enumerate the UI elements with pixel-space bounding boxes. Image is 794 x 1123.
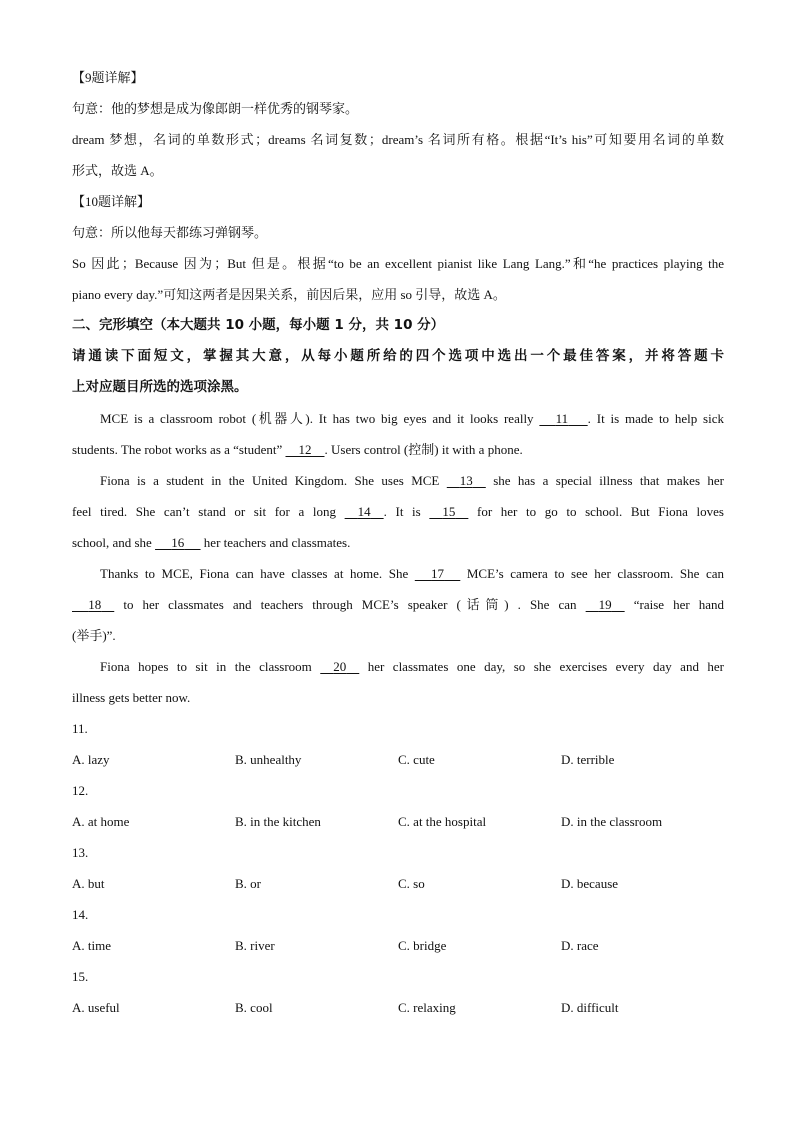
passage-text: MCE is a classroom robot (机器人). It has two big eyes and it looks really — [100, 411, 534, 426]
passage-p3-line1 — [72, 558, 724, 589]
passage-text: MCE’s camera to see her classroom. She can — [466, 566, 724, 581]
section-instruction-2: 上对应题目所选的选项涂黑。 — [72, 379, 248, 395]
question-number: 15. — [72, 969, 89, 984]
passage-p1-line1 — [72, 403, 724, 434]
explain10-line1: So 因此；Because 因为；But 但是。根据“to be an excellent pianist like Lang Lang.”和“he practices playing the — [72, 256, 724, 271]
option-d: D. difficult — [561, 1000, 619, 1015]
passage-p2-line2 — [72, 496, 724, 527]
question-13 — [72, 837, 724, 899]
explain9-header: 【9题详解】 — [72, 70, 144, 85]
option-c: C. at the hospital — [398, 814, 487, 829]
passage-p4-line1 — [72, 651, 724, 682]
option-row — [72, 744, 724, 775]
option-row — [72, 868, 724, 899]
question-15 — [72, 961, 724, 1023]
explain9-meaning: 句意：他的梦想是成为像郎朗一样优秀的钢琴家。 — [72, 101, 359, 116]
question-11 — [72, 713, 724, 775]
blank-13: 13 — [459, 473, 473, 488]
option-a: A. lazy — [72, 752, 110, 767]
passage-text: she has a special illness that makes her — [493, 473, 724, 488]
question-number: 13. — [72, 845, 89, 860]
option-a: A. time — [72, 938, 111, 953]
blank-17: 17 — [431, 566, 445, 581]
blank-16: 16 — [171, 535, 185, 550]
passage-p3-line2 — [72, 589, 724, 620]
explain9-line1: dream 梦想，名词的单数形式；dreams 名词复数；dream’s 名词所有格。根据“It’s his”可知要用名词的单数 — [72, 132, 724, 147]
explain9-line2: 形式，故选 A。 — [72, 163, 163, 178]
option-d: D. terrible — [561, 752, 615, 767]
explain10-meaning: 句意：所以他每天都练习弹钢琴。 — [72, 225, 268, 240]
option-d: D. in the classroom — [561, 814, 663, 829]
passage-text: . Users control (控制) it with a phone. — [324, 442, 523, 457]
passage-text: for her to go to school. But Fiona loves — [476, 504, 724, 519]
option-c: C. bridge — [398, 938, 447, 953]
blank-15: 15 — [442, 504, 456, 519]
passage-p2-line3 — [72, 527, 724, 558]
option-b: B. river — [235, 938, 275, 953]
passage-p1-line2 — [72, 434, 724, 465]
passage-text: . It is — [383, 504, 421, 519]
passage-text: her classmates one day, so she exercises every day and her — [367, 659, 724, 674]
passage-text: . It is made to help sick — [587, 411, 724, 426]
option-b: B. unhealthy — [235, 752, 302, 767]
blank-14: 14 — [357, 504, 371, 519]
section-instruction-1: 请通读下面短文，掌握其大意，从每小题所给的四个选项中选出一个最佳答案，并将答题卡 — [72, 348, 724, 364]
option-a: A. useful — [72, 1000, 120, 1015]
section-title: 二、完形填空（本大题共 10 小题，每小题 1 分，共 10 分） — [72, 317, 445, 333]
option-c: C. relaxing — [398, 1000, 456, 1015]
passage-text: her teachers and classmates. — [203, 535, 351, 550]
passage-text: Fiona hopes to sit in the classroom — [100, 659, 312, 674]
passage-text: Fiona is a student in the United Kingdom. She uses MCE — [100, 473, 440, 488]
passage-p3-line3: (举手)”. — [72, 628, 116, 643]
option-d: D. race — [561, 938, 599, 953]
blank-19: 19 — [598, 597, 612, 612]
blank-12: 12 — [298, 442, 312, 457]
passage-text: school, and she — [72, 535, 152, 550]
blank-20: 20 — [333, 659, 347, 674]
option-b: B. in the kitchen — [235, 814, 321, 829]
question-number: 11. — [72, 721, 88, 736]
option-b: B. or — [235, 876, 261, 891]
option-row — [72, 992, 724, 1023]
question-number: 14. — [72, 907, 89, 922]
option-b: B. cool — [235, 1000, 273, 1015]
passage-text: Thanks to MCE, Fiona can have classes at home. She — [100, 566, 409, 581]
question-number: 12. — [72, 783, 89, 798]
question-12 — [72, 775, 724, 837]
blank-11: 11 — [555, 411, 569, 426]
option-row — [72, 806, 724, 837]
passage-text: to her classmates and teachers through MCE’s speaker (话筒) . She can — [123, 597, 577, 612]
question-14 — [72, 899, 724, 961]
explain10-line2: piano every day.”可知这两者是因果关系，前因后果，应用 so 引导，故选 A。 — [72, 287, 506, 302]
option-d: D. because — [561, 876, 619, 891]
option-a: A. at home — [72, 814, 130, 829]
option-a: A. but — [72, 876, 105, 891]
option-c: C. cute — [398, 752, 435, 767]
explain10-header: 【10题详解】 — [72, 194, 151, 209]
passage-text: feel tired. She can’t stand or sit for a long — [72, 504, 336, 519]
option-row — [72, 930, 724, 961]
blank-18: 18 — [88, 597, 102, 612]
passage-p4-line2: illness gets better now. — [72, 690, 191, 705]
document-page — [72, 62, 724, 1023]
passage-text: “raise her hand — [633, 597, 724, 612]
option-c: C. so — [398, 876, 425, 891]
passage-p2-line1 — [72, 465, 724, 496]
passage-text: students. The robot works as a “student” — [72, 442, 283, 457]
